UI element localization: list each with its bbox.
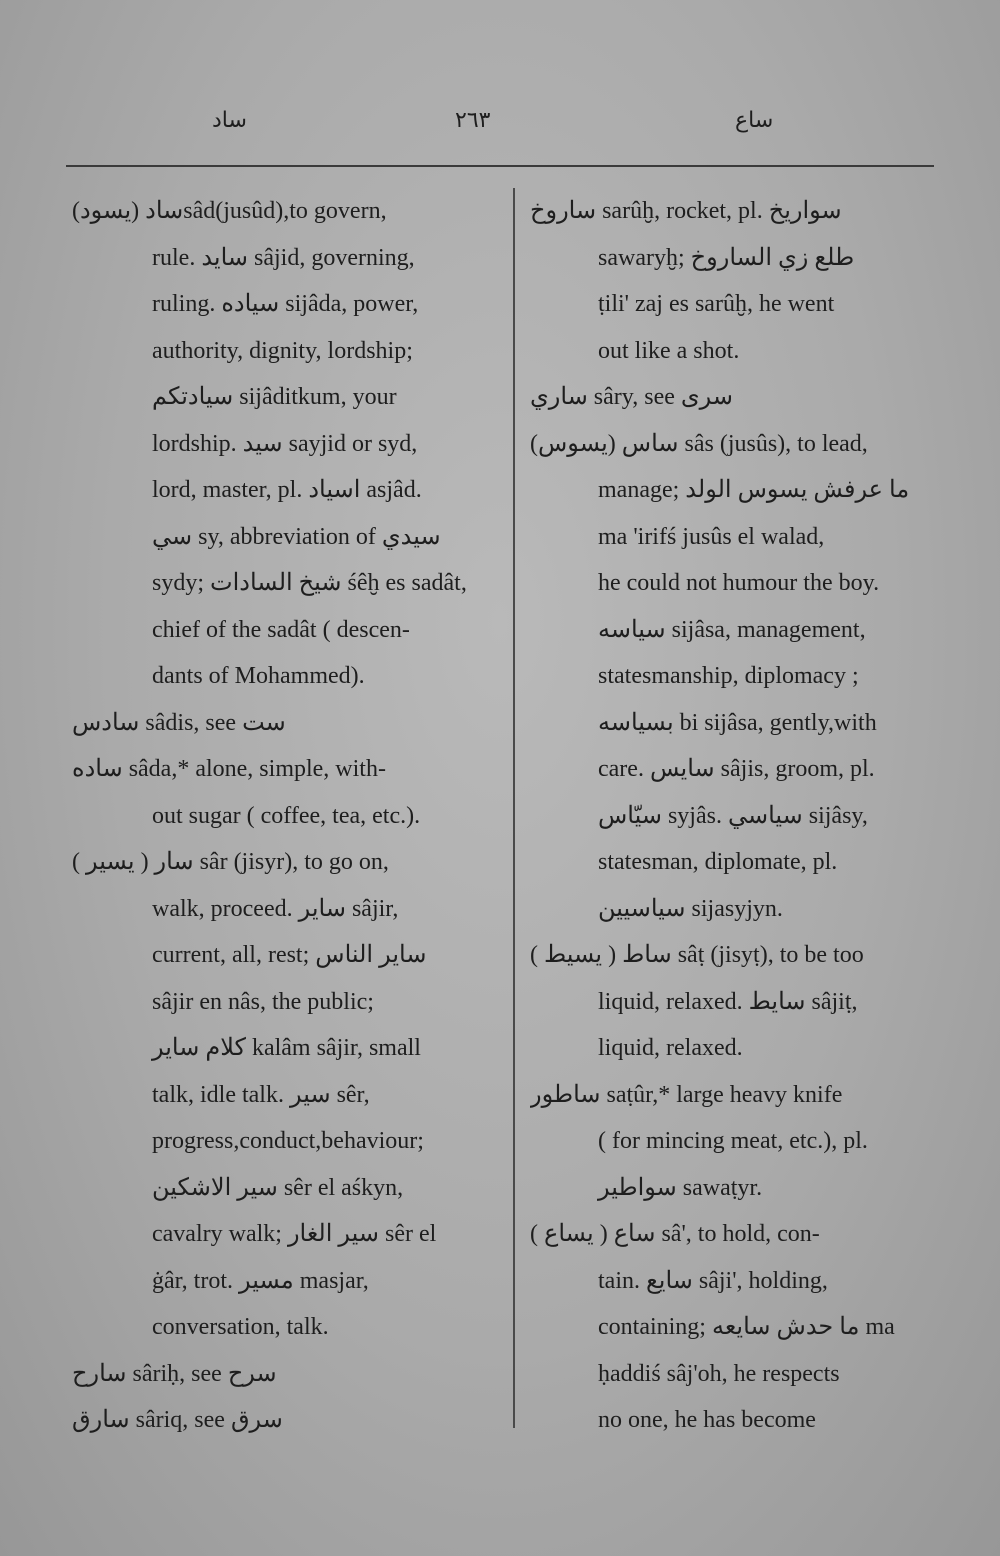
dictionary-line: manage; ما عرفش يسوس الولد bbox=[598, 477, 910, 503]
left-column bbox=[72, 188, 500, 1444]
dictionary-line: ساط ( يسيط ) sâṭ (jisyṭ), to be too bbox=[530, 942, 864, 968]
dictionary-line: sâjir en nâs, the public; bbox=[152, 988, 374, 1015]
dictionary-line: سير الاشكين sêr el aśkyn, bbox=[152, 1174, 404, 1201]
dictionary-line: سارح sâriḥ, see سرح bbox=[72, 1360, 277, 1387]
dictionary-line: containing; ما حدش سايعه ma bbox=[598, 1314, 895, 1340]
dictionary-line: سادس sâdis, see ست bbox=[72, 709, 286, 736]
dictionary-line: ساروخ sarûḫ, rocket, pl. سواريخ bbox=[530, 198, 842, 224]
dictionary-line: سارق sâriq, see سرق bbox=[72, 1407, 283, 1433]
dictionary-line: ساطور saṭûr,* large heavy knife bbox=[530, 1081, 843, 1108]
dictionary-line: out like a shot. bbox=[598, 337, 740, 364]
dictionary-line: no one, he has become bbox=[598, 1407, 816, 1433]
dictionary-line: ساد (يسود)sâd(jusûd),to govern, bbox=[72, 198, 387, 224]
dictionary-line: tain. سايع sâji', holding, bbox=[598, 1267, 828, 1294]
dictionary-line: cavalry walk; سير الغار sêr el bbox=[152, 1221, 437, 1247]
dictionary-line: care. سايس sâjis, groom, pl. bbox=[598, 756, 875, 782]
page-header bbox=[0, 108, 1000, 152]
dictionary-line: سواطير sawaṭyr. bbox=[598, 1174, 763, 1201]
dictionary-line: out sugar ( coffee, tea, etc.). bbox=[152, 802, 421, 829]
dictionary-line: ḥaddiś sâj'oh, he respects bbox=[598, 1360, 840, 1387]
dictionary-line: سياسيين sijasyjyn. bbox=[598, 895, 783, 922]
dictionary-line: كلام ساير kalâm sâjir, small bbox=[152, 1035, 421, 1061]
dictionary-line: statesman, diplomate, pl. bbox=[598, 849, 838, 875]
page-number: ٢٦٣ bbox=[455, 108, 491, 133]
dictionary-line: lord, master, pl. اسياد asjâd. bbox=[152, 477, 422, 503]
dictionary-line: chief of the sadât ( descen- bbox=[152, 616, 410, 643]
dictionary-line: ruling. سياده sijâda, power, bbox=[152, 291, 419, 317]
dictionary-line: بسياسه bi sijâsa, gently,with bbox=[598, 709, 877, 736]
dictionary-line: rule. سايد sâjid, governing, bbox=[152, 244, 415, 271]
dictionary-line: ( for mincing meat, etc.), pl. bbox=[598, 1128, 868, 1154]
dictionary-line: سيّاس syjâs. سياسي sijâsy, bbox=[598, 802, 868, 829]
right-column bbox=[530, 188, 934, 1444]
dictionary-line: ma 'irifś jusûs el walad, bbox=[598, 523, 825, 550]
dictionary-line: ġâr, trot. مسير masjar, bbox=[152, 1267, 369, 1294]
dictionary-line: statesmanship, diplomacy ; bbox=[598, 663, 859, 689]
dictionary-line: dants of Mohammed). bbox=[152, 663, 365, 689]
dictionary-line: ساده sâda,* alone, simple, with- bbox=[72, 756, 386, 782]
dictionary-line: sydy; شيخ السادات śêḫ es sadât, bbox=[152, 570, 467, 596]
dictionary-line: ساري sâry, see سرى bbox=[530, 384, 734, 410]
dictionary-line: liquid, relaxed. سايط sâjiṭ, bbox=[598, 988, 858, 1015]
header-right-catchword: ساع bbox=[735, 108, 774, 133]
dictionary-line: سار ( يسير ) sâr (jisyr), to go on, bbox=[72, 849, 389, 875]
dictionary-line: conversation, talk. bbox=[152, 1314, 329, 1340]
dictionary-line: ṭili' zaj es sarûḫ, he went bbox=[598, 291, 835, 317]
dictionary-line: سيادتكم sijâditkum, your bbox=[152, 384, 397, 410]
dictionary-line: ساس (يسوس) sâs (jusûs), to lead, bbox=[530, 430, 868, 457]
dictionary-line: walk, proceed. ساير sâjir, bbox=[152, 895, 399, 922]
header-left-catchword: ساد bbox=[212, 108, 247, 133]
dictionary-line: talk, idle talk. سير sêr, bbox=[152, 1081, 370, 1108]
header-rule bbox=[66, 165, 934, 167]
dictionary-line: ساع ( يساع ) sâ', to hold, con- bbox=[530, 1221, 820, 1247]
dictionary-line: lordship. سيد sayjid or syd, bbox=[152, 430, 418, 457]
dictionary-line: current, all, rest; ساير الناس bbox=[152, 942, 427, 968]
dictionary-line: authority, dignity, lordship; bbox=[152, 337, 413, 364]
dictionary-line: sawaryḫ; طلع زي الساروخ bbox=[598, 244, 855, 271]
dictionary-line: سي sy, abbreviation of سيدي bbox=[152, 523, 441, 550]
dictionary-line: سياسه sijâsa, management, bbox=[598, 616, 866, 643]
dictionary-line: he could not humour the boy. bbox=[598, 570, 880, 596]
dictionary-line: liquid, relaxed. bbox=[598, 1035, 743, 1061]
dictionary-line: progress,conduct,behaviour; bbox=[152, 1128, 424, 1154]
column-divider bbox=[513, 188, 515, 1428]
